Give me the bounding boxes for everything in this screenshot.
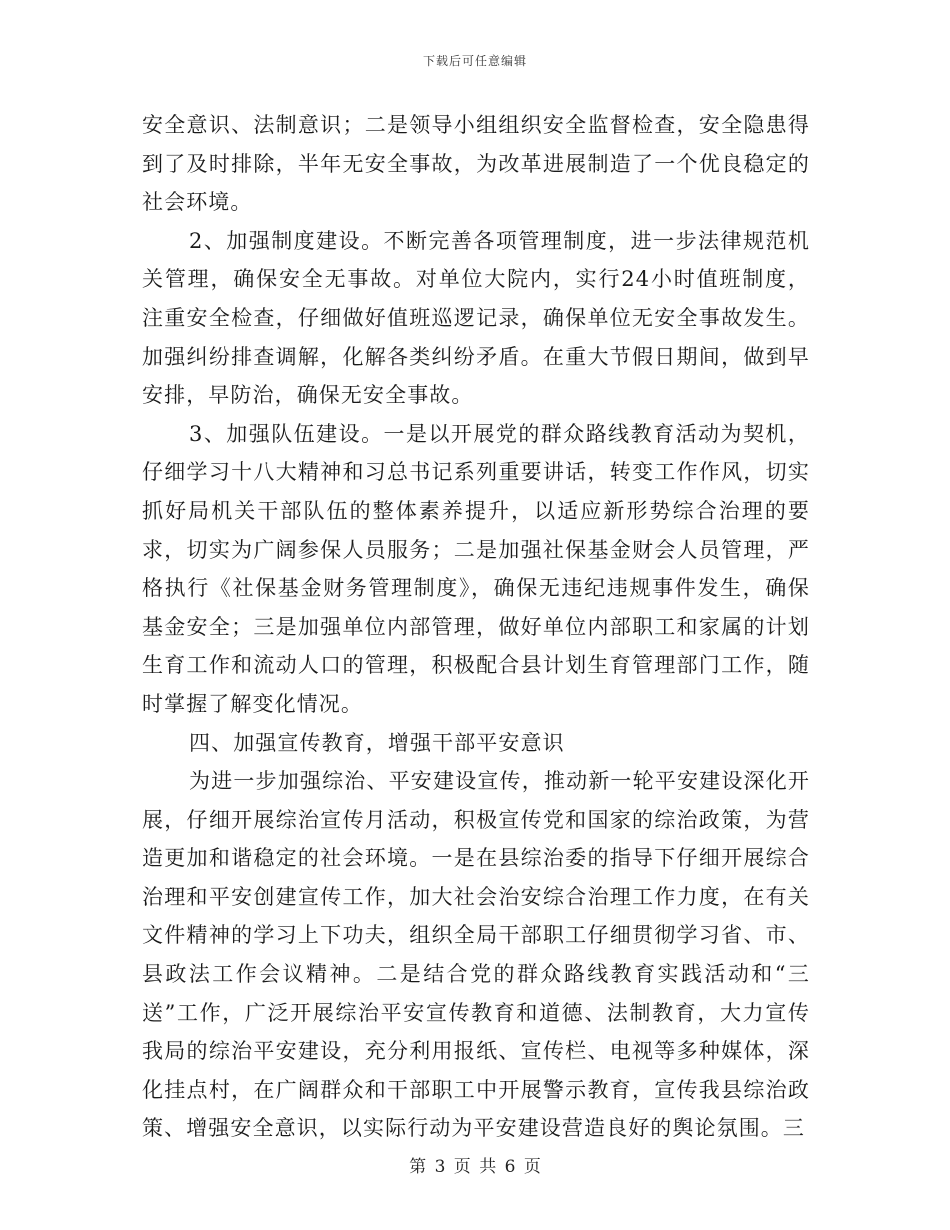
section-heading-publicity: 四、加强宣传教育，增强干部平安意识 — [189, 730, 565, 755]
document-body — [142, 106, 810, 1148]
paragraph-team-building: 3、加强队伍建设。一是以开展党的群众路线教育活动为契机，仔细学习十八大精神和习总书记系列重要讲话，转变工作作风，切实抓好局机关干部队伍的整体素养提升，以适应新形势综合治理的要求，切实为广阔参保人员服务；二是加强社保基金财会人员管理，严格执行《社保基金财务管理制度》，确保无违纪违规事件发生，确保基金安全；三是加强单位内部管理，做好单位内部职工和家属的计划生育工作和流动人口的管理，积极配合县计划生育管理部门工作，随时掌握了解变化情况。 — [142, 421, 810, 716]
paragraph-publicity: 为进一步加强综治、平安建设宣传，推动新一轮平安建设深化开展，仔细开展综治宣传月活动，积极宣传党和国家的综治政策，为营造更加和谐稳定的社会环境。一是在县综治委的指导下仔细开展综合治理和平安创建宣传工作，加大社会治安综合治理工作力度，在有关文件精神的学习上下功夫，组织全局干部职工仔细贯彻学习省、市、县政法工作会议精神。二是结合党的群众路线教育实践活动和“三送”工作，广泛开展综治平安宣传教育和道德、法制教育，大力宣传我局的综治平安建设，充分利用报纸、宣传栏、电视等多种媒体，深化挂点村，在广阔群众和干部职工中开展警示教育，宣传我县综治政策、增强安全意识，以实际行动为平安建设营造良好的舆论氛围。三 — [142, 769, 810, 1141]
page-header-note: 下载后可任意编辑 — [422, 54, 527, 68]
paragraph-system-building: 2、加强制度建设。不断完善各项管理制度，进一步法律规范机关管理，确保安全无事故。对单位大院内，实行24小时值班制度，注重安全检查，仔细做好值班巡逻记录，确保单位无安全事故发生。加强纠纷排查调解，化解各类纠纷矛盾。在重大节假日期间，做到早安排，早防治，确保无安全事故。 — [142, 228, 810, 408]
paragraph-continuation: 安全意识、法制意识；二是领导小组组织安全监督检查，安全隐患得到了及时排除，半年无安全事故，为改革进展制造了一个优良稳定的社会环境。 — [142, 113, 810, 215]
page-number-footer: 第 3 页 共 6 页 — [409, 1157, 541, 1177]
